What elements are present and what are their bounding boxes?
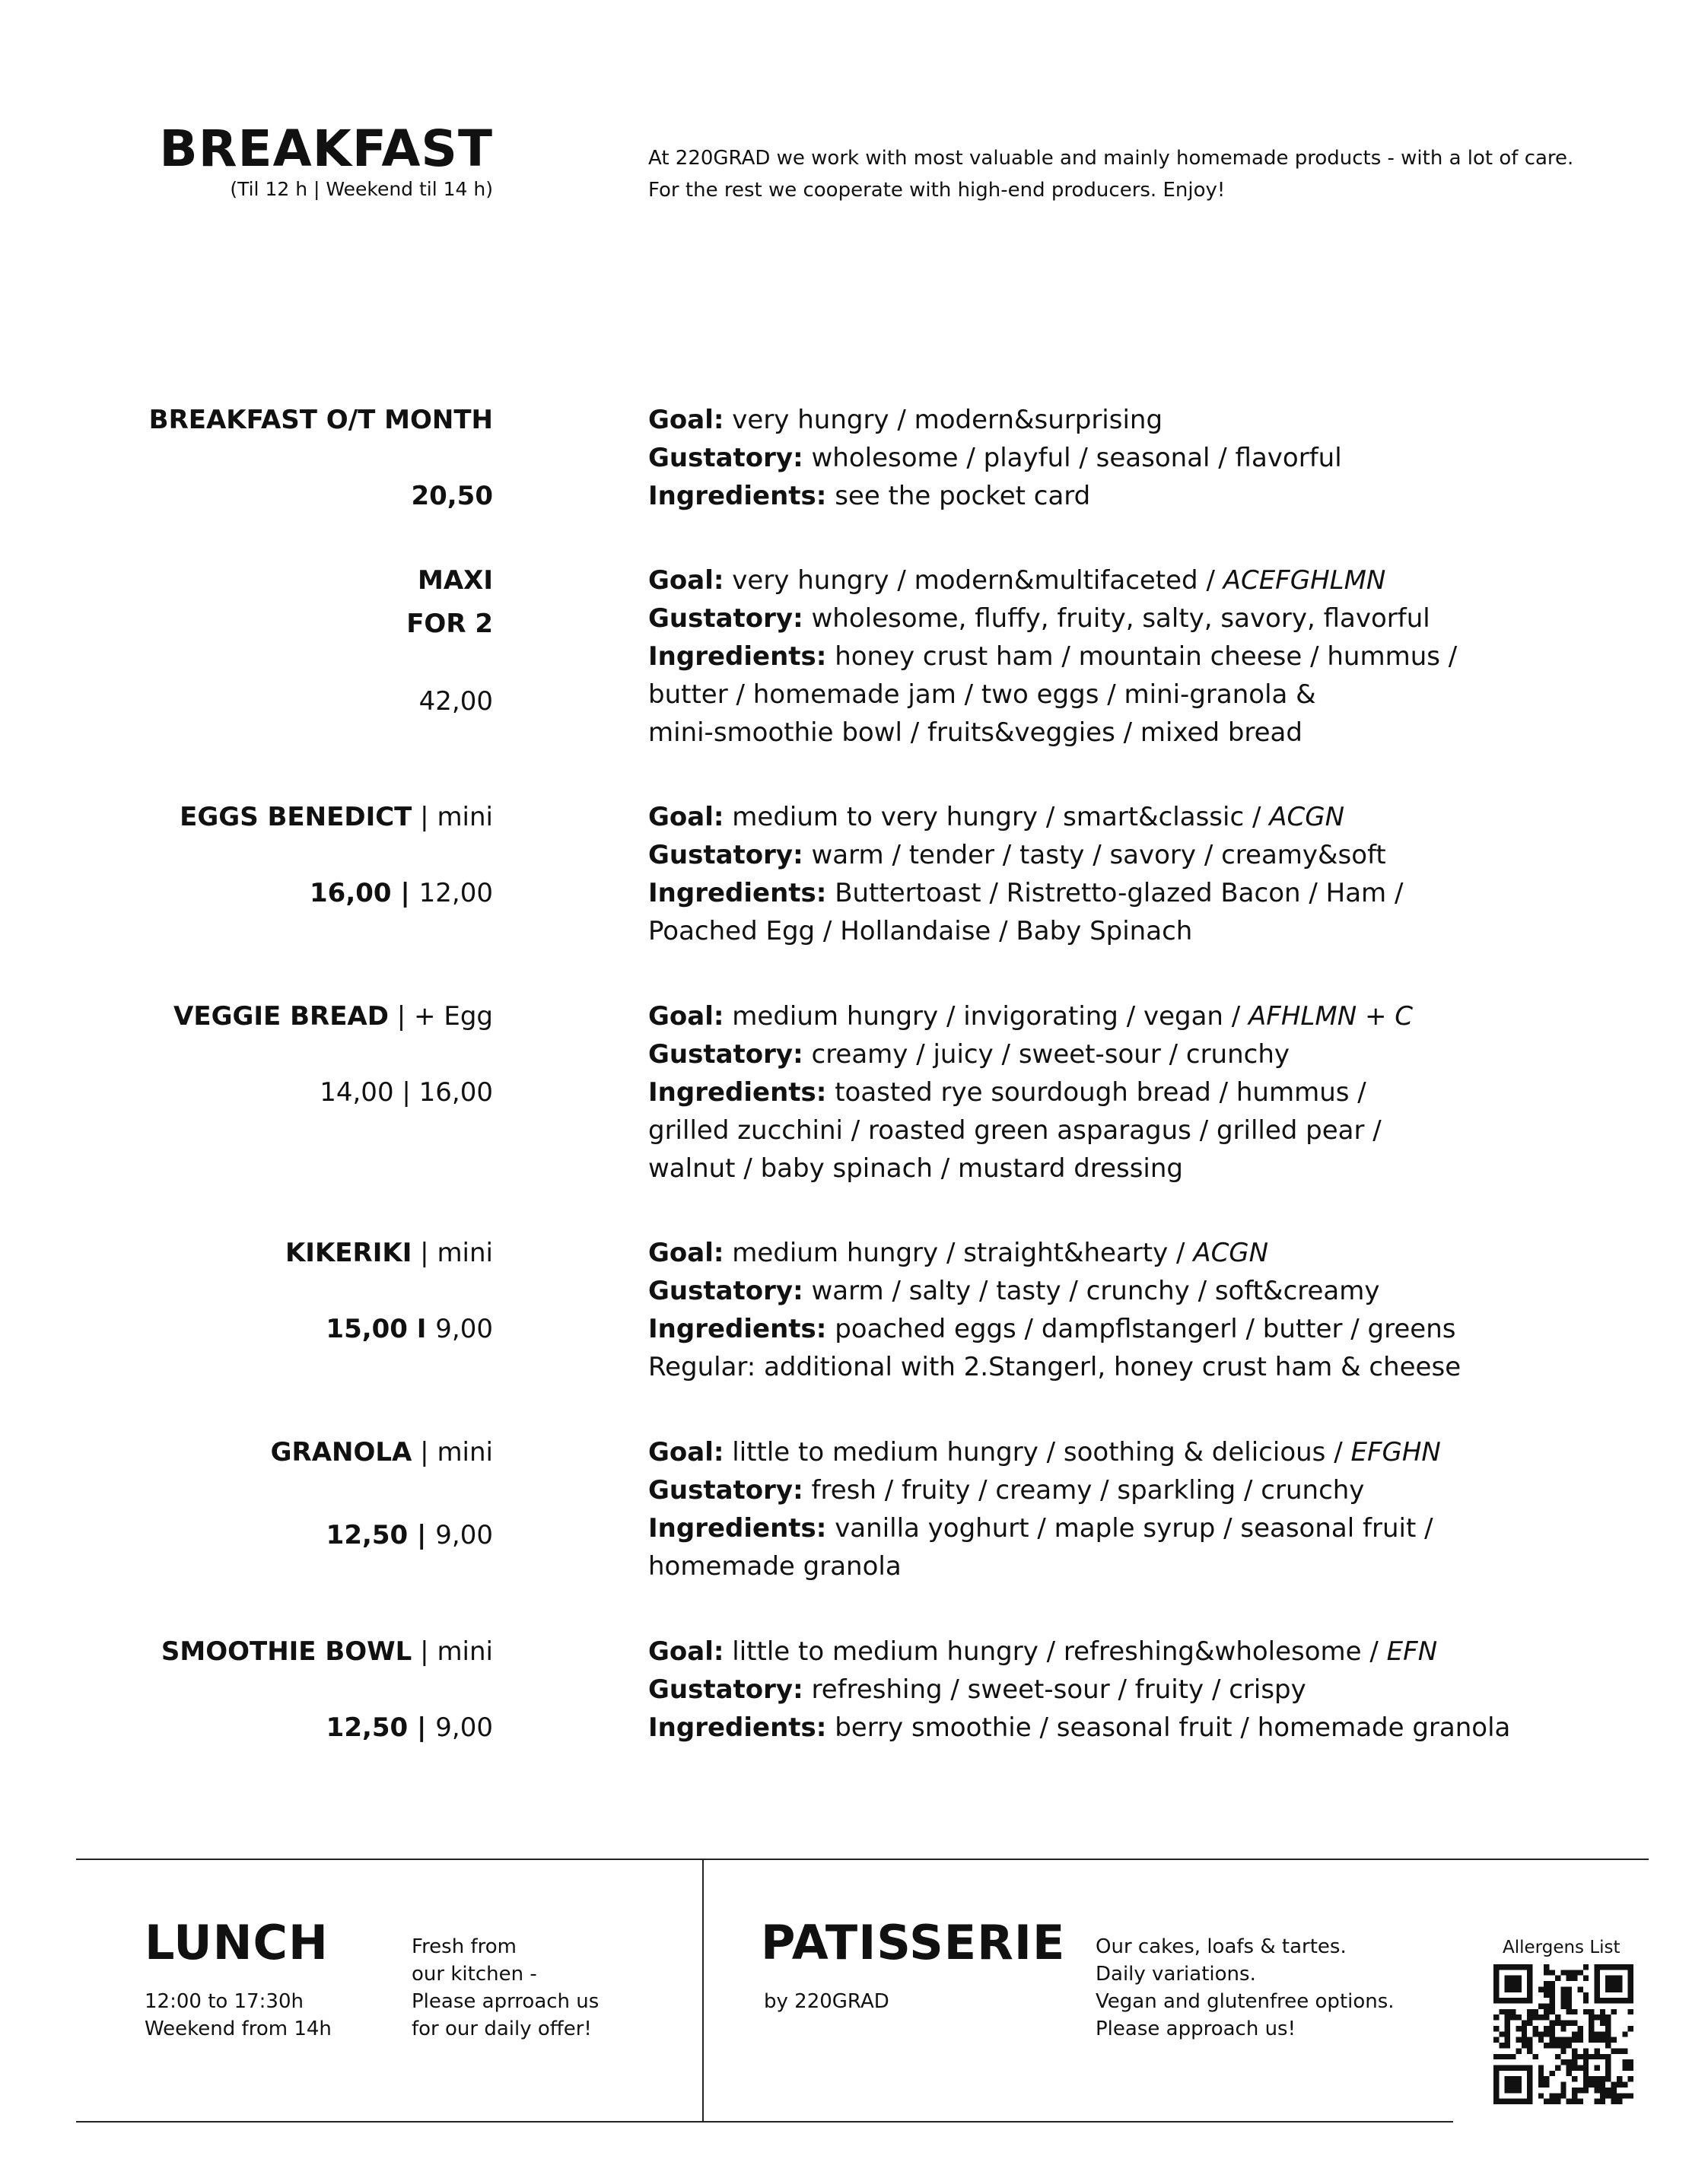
goal-label: Goal: [648, 1238, 724, 1268]
separator: I [407, 1314, 436, 1344]
gustatory-label: Gustatory: [648, 840, 803, 870]
item-variant: mini [437, 1238, 493, 1268]
lunch-hours-line: Weekend from 14h [145, 2017, 332, 2040]
item-variant: mini [437, 1437, 493, 1467]
lunch-hours [145, 1989, 332, 2043]
item-name-line [0, 1437, 493, 1468]
goal-text: medium to very hungry / smart&classic / [732, 802, 1270, 832]
item-price-variant: 9,00 [435, 1712, 493, 1743]
gustatory-text: warm / salty / tasty / crunchy / soft&creamy [811, 1276, 1380, 1306]
item-price: 12,50 [326, 1712, 409, 1743]
allergen-codes: AFHLMN + C [1248, 1001, 1413, 1032]
gustatory-text: wholesome, fluffy, fruity, salty, savory, flavorful [811, 603, 1430, 634]
item-goal [648, 1636, 1437, 1668]
ingredients-label: Ingredients: [648, 1314, 827, 1344]
ingredients-text: vanilla yoghurt / maple syrup / seasonal fruit / [835, 1513, 1433, 1544]
lunch-title: LUNCH [145, 1915, 329, 1970]
item-price-variant: 9,00 [435, 1314, 493, 1344]
goal-text: medium hungry / invigorating / vegan / [732, 1001, 1249, 1032]
patisserie-note-line: Daily variations. [1096, 1962, 1256, 1986]
goal-text: little to medium hungry / refreshing&wholesome / [732, 1636, 1387, 1667]
gustatory-text: creamy / juicy / sweet-sour / crunchy [811, 1039, 1290, 1070]
item-ingredients [648, 1513, 1433, 1544]
item-price-variant: 9,00 [435, 1520, 493, 1550]
allergen-codes: ACEFGHLMN [1223, 565, 1386, 596]
item-gustatory [648, 603, 1430, 634]
separator: | [412, 1437, 437, 1467]
gustatory-label: Gustatory: [648, 1674, 803, 1705]
item-gustatory [648, 443, 1342, 474]
item-name: FOR 2 [406, 609, 493, 639]
lunch-note-line: Fresh from [412, 1935, 517, 1958]
footer-divider [702, 1859, 704, 2123]
item-name: KIKERIKI [285, 1238, 412, 1268]
ingredients-text: toasted rye sourdough bread / hummus / [835, 1077, 1366, 1108]
item-gustatory [648, 1039, 1290, 1070]
patisserie-subtitle: by 220GRAD [764, 1990, 889, 2013]
ingredients-line: grilled zucchini / roasted green asparagus / grilled pear / [648, 1115, 1382, 1146]
item-ingredients [648, 481, 1090, 512]
ingredients-line: homemade granola [648, 1551, 902, 1582]
item-ingredients [648, 1712, 1510, 1744]
separator: | [393, 1077, 419, 1108]
allergen-codes: ACGN [1269, 802, 1344, 832]
item-price-line [0, 1314, 493, 1345]
ingredients-label: Ingredients: [648, 481, 827, 511]
goal-text: medium hungry / straight&hearty / [732, 1238, 1194, 1268]
item-price: 20,50 [411, 481, 493, 511]
item-name: BREAKFAST O/T MONTH [148, 405, 493, 435]
gustatory-text: fresh / fruity / creamy / sparkling / crunchy [811, 1475, 1365, 1506]
ingredients-line: butter / homemade jam / two eggs / mini-granola & [648, 679, 1316, 710]
lunch-note-line: our kitchen - [412, 1962, 537, 1986]
gustatory-label: Gustatory: [648, 1276, 803, 1306]
item-name: MAXI [417, 565, 493, 596]
gustatory-label: Gustatory: [648, 1039, 803, 1070]
ingredients-line: Poached Egg / Hollandaise / Baby Spinach [648, 916, 1193, 946]
item-price-variant: 12,00 [418, 878, 493, 908]
ingredients-text: see the pocket card [835, 481, 1091, 511]
item-ingredients [648, 1314, 1455, 1345]
breakfast-hours: (Til 12 h | Weekend til 14 h) [230, 178, 493, 200]
item-goal [648, 802, 1344, 833]
patisserie-note-line: Vegan and glutenfree options. [1096, 1989, 1395, 2013]
goal-label: Goal: [648, 802, 724, 832]
item-price-line [0, 1712, 493, 1744]
allergens-label: Allergens List [1503, 1938, 1621, 1957]
gustatory-text: refreshing / sweet-sour / fruity / crispy [811, 1674, 1306, 1705]
ingredients-text: berry smoothie / seasonal fruit / homemade granola [835, 1712, 1511, 1743]
item-variant: + Egg [414, 1001, 493, 1032]
item-name: EGGS BENEDICT [180, 802, 412, 832]
ingredients-text: poached eggs / dampflstangerl / butter / greens [835, 1314, 1456, 1344]
ingredients-label: Ingredients: [648, 878, 827, 908]
item-name: SMOOTHIE BOWL [161, 1636, 412, 1667]
goal-label: Goal: [648, 565, 724, 596]
allergen-codes: EFGHN [1350, 1437, 1441, 1467]
item-gustatory [648, 1674, 1306, 1706]
separator: | [412, 1636, 437, 1667]
item-price: 42,00 [418, 686, 493, 717]
item-variant: mini [437, 802, 493, 832]
footer-bottom-rule [76, 2121, 1453, 2123]
item-name: VEGGIE BREAD [173, 1001, 389, 1032]
intro-line: For the rest we cooperate with high-end producers. Enjoy! [648, 179, 1226, 202]
item-goal [648, 1437, 1441, 1468]
gustatory-label: Gustatory: [648, 443, 803, 473]
lunch-note [412, 1934, 599, 2043]
item-goal [648, 1001, 1413, 1032]
ingredients-label: Ingredients: [648, 1077, 827, 1108]
item-name: GRANOLA [270, 1437, 412, 1467]
patisserie-note [1096, 1934, 1395, 2043]
page-title: BREAKFAST [159, 119, 493, 178]
patisserie-note-line: Please approach us! [1096, 2017, 1296, 2040]
item-variant: mini [437, 1636, 493, 1667]
item-name-line [0, 1238, 493, 1269]
separator: | [412, 802, 437, 832]
goal-text: very hungry / modern&multifaceted / [732, 565, 1223, 596]
ingredients-label: Ingredients: [648, 1712, 827, 1743]
item-price: 12,50 [326, 1520, 409, 1550]
goal-text: little to medium hungry / soothing & delicious / [732, 1437, 1351, 1467]
item-price-line [0, 1520, 493, 1551]
ingredients-line: mini-smoothie bowl / fruits&veggies / mixed bread [648, 717, 1302, 748]
ingredients-label: Ingredients: [648, 1513, 827, 1544]
item-goal [648, 405, 1163, 436]
goal-text: very hungry / modern&surprising [732, 405, 1163, 435]
intro-line: At 220GRAD we work with most valuable and mainly homemade products - with a lot of care. [648, 147, 1574, 170]
gustatory-text: warm / tender / tasty / savory / creamy&soft [811, 840, 1386, 870]
item-price-variant: 16,00 [418, 1077, 493, 1108]
item-name-line [0, 1636, 493, 1668]
item-gustatory [648, 840, 1386, 871]
patisserie-note-line: Our cakes, loafs & tartes. [1096, 1935, 1347, 1958]
item-name-line [0, 1001, 493, 1032]
separator: | [388, 1001, 415, 1032]
item-price-line [0, 1077, 493, 1108]
ingredients-line: walnut / baby spinach / mustard dressing [648, 1153, 1184, 1184]
ingredients-text: honey crust ham / mountain cheese / hummus / [835, 641, 1458, 672]
gustatory-label: Gustatory: [648, 603, 803, 634]
gustatory-text: wholesome / playful / seasonal / flavorful [811, 443, 1342, 473]
goal-label: Goal: [648, 1001, 724, 1032]
separator: | [408, 1520, 436, 1550]
lunch-hours-line: 12:00 to 17:30h [145, 1990, 304, 2013]
footer-top-rule [76, 1859, 1649, 1860]
item-price: 15,00 [326, 1314, 408, 1344]
lunch-note-line: Please aprroach us [412, 1989, 600, 2013]
item-price-line [0, 878, 493, 909]
allergen-codes: EFN [1386, 1636, 1438, 1667]
separator: | [391, 878, 419, 908]
ingredients-text: Buttertoast / Ristretto-glazed Bacon / Ham / [835, 878, 1404, 908]
ingredients-label: Ingredients: [648, 641, 827, 672]
item-gustatory [648, 1276, 1380, 1307]
separator: | [412, 1238, 437, 1268]
item-name-line [0, 802, 493, 833]
item-goal [648, 1238, 1268, 1269]
gustatory-label: Gustatory: [648, 1475, 803, 1506]
lunch-note-line: for our daily offer! [412, 2017, 592, 2040]
separator: | [408, 1712, 436, 1743]
goal-label: Goal: [648, 1437, 724, 1467]
item-ingredients [648, 878, 1403, 909]
allergen-codes: ACGN [1193, 1238, 1269, 1268]
patisserie-title: PATISSERIE [761, 1915, 1066, 1970]
qr-code-icon[interactable] [1493, 1964, 1633, 2104]
item-price: 14,00 [320, 1077, 394, 1108]
item-price: 16,00 [310, 878, 392, 908]
goal-label: Goal: [648, 1636, 724, 1667]
item-ingredients [648, 1077, 1366, 1108]
ingredients-line: Regular: additional with 2.Stangerl, honey crust ham & cheese [648, 1352, 1462, 1382]
item-goal [648, 565, 1385, 596]
item-ingredients [648, 641, 1457, 673]
goal-label: Goal: [648, 405, 724, 435]
item-gustatory [648, 1475, 1364, 1506]
